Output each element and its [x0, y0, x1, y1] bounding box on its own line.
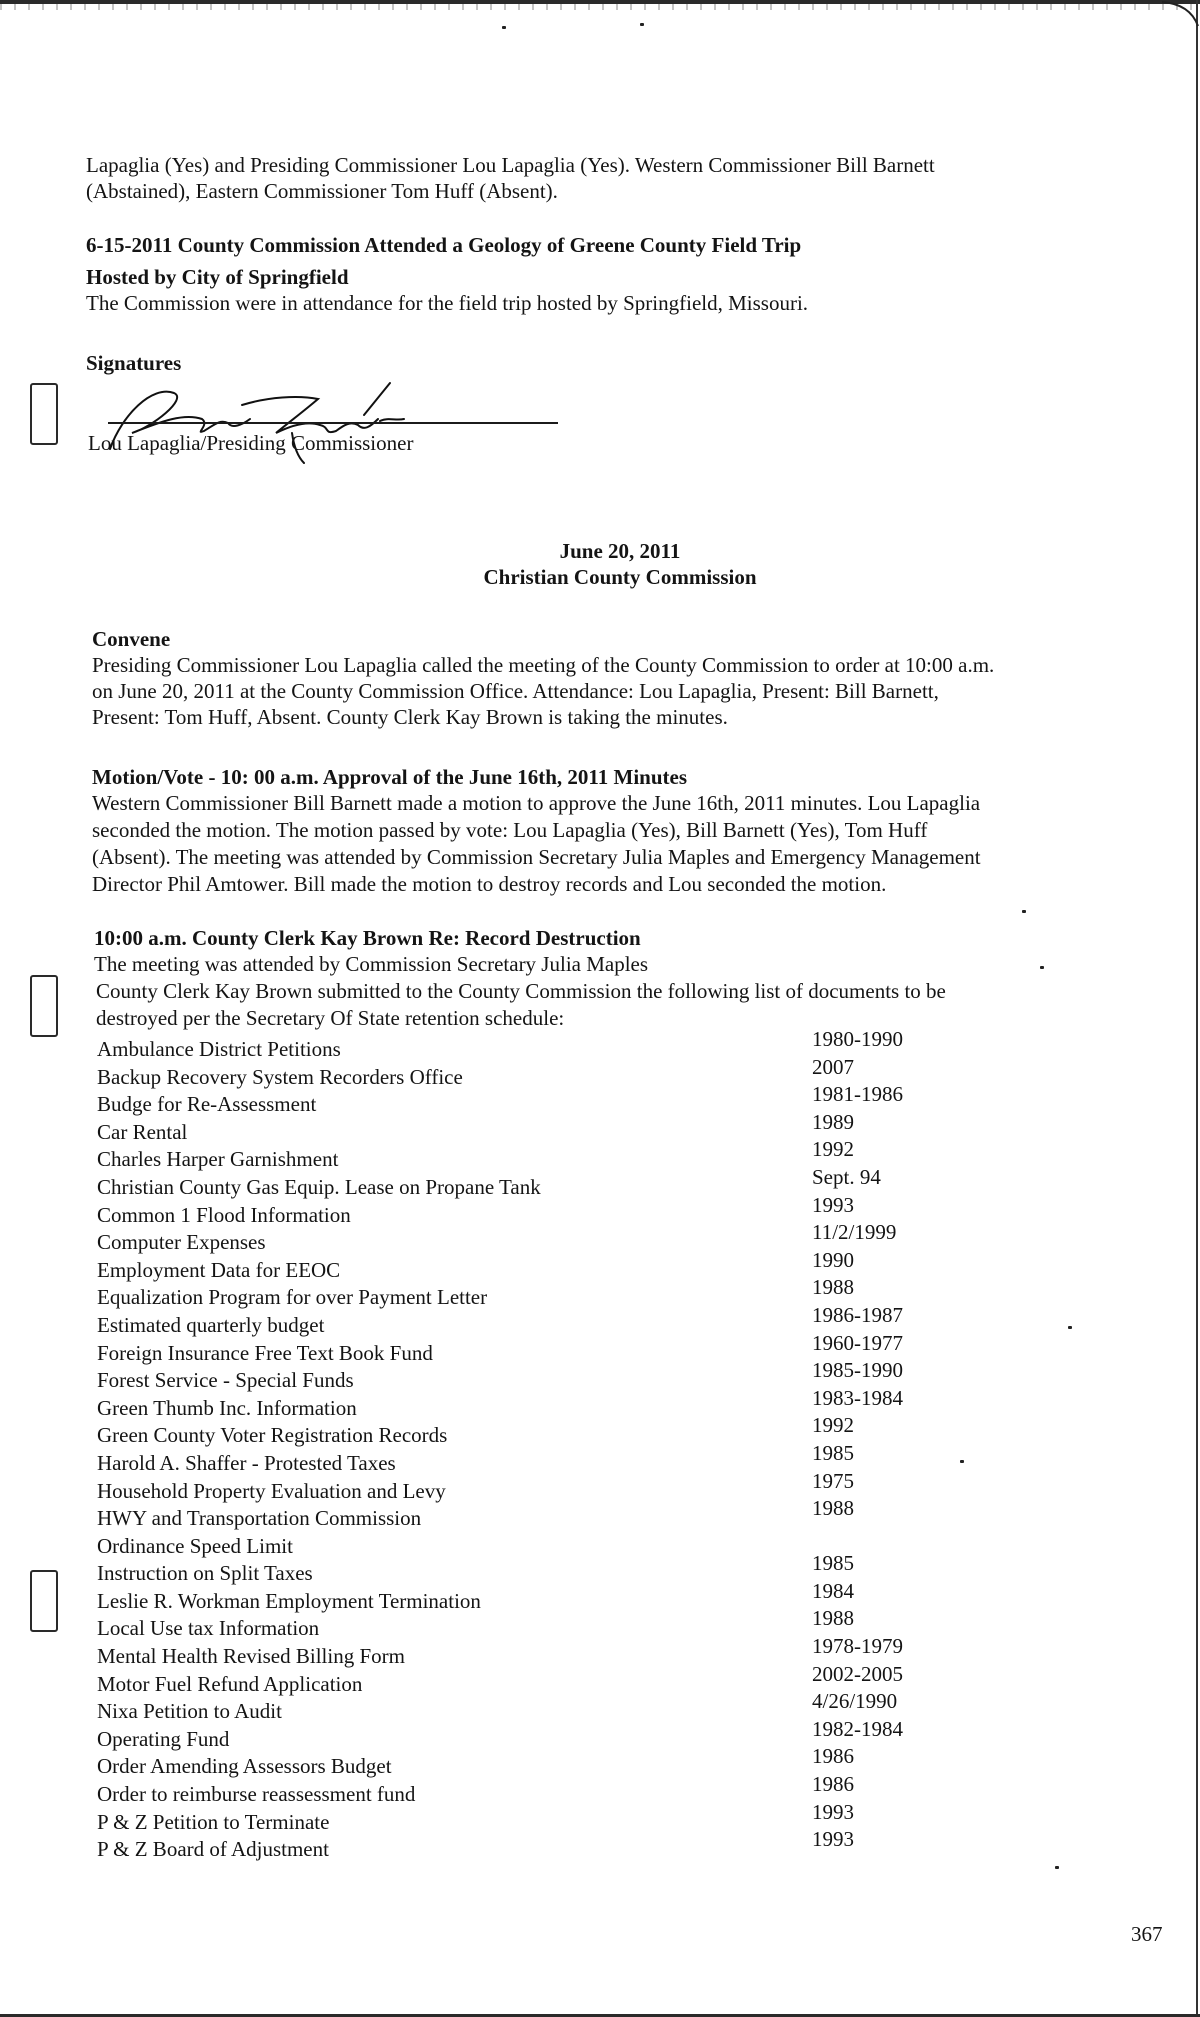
record-name: P & Z Board of Adjustment	[97, 1837, 329, 1862]
carryover-line: Lapaglia (Yes) and Presiding Commissioner Lou Lapaglia (Yes). Western Commissioner Bill Barnett	[86, 153, 935, 177]
scan-edge-right	[1196, 0, 1198, 2017]
record-date: 1982-1984	[812, 1716, 903, 1741]
record-name: Charles Harper Garnishment	[97, 1147, 339, 1172]
records-list	[97, 1027, 957, 1864]
record-date: 1988	[812, 1496, 854, 1521]
record-date: 1983-1984	[812, 1385, 903, 1410]
binder-punch-hole	[30, 1570, 58, 1632]
record-date: 1981-1986	[812, 1082, 903, 1107]
record-name: Car Rental	[97, 1119, 188, 1144]
record-name: Budge for Re-Assessment	[97, 1092, 317, 1117]
record-date: 1984	[812, 1578, 854, 1603]
record-name: Green County Voter Registration Records	[97, 1423, 448, 1448]
convene-heading: Convene	[92, 627, 171, 651]
record-name: Order Amending Assessors Budget	[97, 1754, 392, 1779]
record-date: 1975	[812, 1468, 854, 1493]
section-body: The Commission were in attendance for the field trip hosted by Springfield, Missouri.	[86, 291, 809, 315]
record-name: Instruction on Split Taxes	[97, 1561, 313, 1586]
motion-line: seconded the motion. The motion passed by vote: Lou Lapaglia (Yes), Bill Barnett (Yes), Tom Huff	[92, 818, 928, 842]
record-name: Mental Health Revised Billing Form	[97, 1644, 405, 1669]
signature-line	[108, 422, 558, 424]
page-number: 367	[1131, 1922, 1163, 1946]
record-date: 1978-1979	[812, 1634, 903, 1659]
section-heading: Hosted by City of Springfield	[86, 265, 349, 289]
binder-punch-hole	[30, 383, 58, 445]
page-corner-curl	[1160, 0, 1200, 30]
record-date: 1993	[812, 1799, 854, 1824]
binder-punch-hole	[30, 975, 58, 1037]
record-name: Christian County Gas Equip. Lease on Propane Tank	[97, 1174, 541, 1199]
record-date: 1960-1977	[812, 1330, 903, 1355]
scan-speck	[1040, 966, 1044, 969]
record-date: 1992	[812, 1413, 854, 1438]
record-date: 1992	[812, 1137, 854, 1162]
record-item	[97, 1827, 957, 1864]
records-heading: 10:00 a.m. County Clerk Kay Brown Re: Record Destruction	[94, 926, 641, 950]
record-name: Harold A. Shaffer - Protested Taxes	[97, 1450, 396, 1475]
record-name: Motor Fuel Refund Application	[97, 1671, 363, 1696]
record-date: 2002-2005	[812, 1661, 903, 1686]
record-name: Nixa Petition to Audit	[97, 1699, 282, 1724]
scan-speck	[1068, 1326, 1072, 1329]
scan-edge-marks	[0, 4, 1200, 10]
scan-speck	[640, 23, 644, 26]
record-name: Leslie R. Workman Employment Termination	[97, 1588, 481, 1613]
scan-speck	[1055, 1866, 1059, 1869]
motion-line: Director Phil Amtower. Bill made the motion to destroy records and Lou seconded the motion.	[92, 872, 887, 896]
record-name: Operating Fund	[97, 1726, 230, 1751]
record-date: 4/26/1990	[812, 1689, 898, 1714]
record-date: 2007	[812, 1054, 854, 1079]
record-date: 1989	[812, 1109, 854, 1134]
meeting-body-name: Christian County Commission	[483, 565, 757, 589]
convene-line: Presiding Commissioner Lou Lapaglia called the meeting of the County Commission to order at 10:00 a.m.	[92, 653, 995, 677]
record-name: Ordinance Speed Limit	[97, 1533, 293, 1558]
record-date: 11/2/1999	[812, 1220, 897, 1245]
record-name: Order to reimburse reassessment fund	[97, 1782, 416, 1807]
motion-line: (Absent). The meeting was attended by Commission Secretary Julia Maples and Emergency Management	[92, 845, 981, 869]
record-name: Household Property Evaluation and Levy	[97, 1478, 446, 1503]
record-name: HWY and Transportation Commission	[97, 1506, 422, 1531]
record-name: Estimated quarterly budget	[97, 1312, 325, 1337]
record-name: Employment Data for EEOC	[97, 1257, 341, 1282]
motion-heading: Motion/Vote - 10: 00 a.m. Approval of the June 16th, 2011 Minutes	[92, 765, 688, 789]
record-date: 1980-1990	[812, 1027, 903, 1051]
record-date: 1986	[812, 1772, 854, 1797]
record-name: Foreign Insurance Free Text Book Fund	[97, 1340, 433, 1365]
record-name: Local Use tax Information	[97, 1616, 320, 1641]
record-date: 1985	[812, 1440, 854, 1465]
signatures-heading: Signatures	[86, 351, 182, 375]
record-date: Sept. 94	[812, 1164, 881, 1189]
record-name: Backup Recovery System Recorders Office	[97, 1064, 463, 1089]
scan-speck	[1022, 910, 1026, 913]
scan-speck	[502, 26, 506, 29]
record-name: Equalization Program for over Payment Letter	[97, 1285, 488, 1310]
record-name: Forest Service - Special Funds	[97, 1368, 354, 1393]
record-name: Green Thumb Inc. Information	[97, 1395, 357, 1420]
record-date: 1993	[812, 1827, 854, 1852]
records-line: The meeting was attended by Commission Secretary Julia Maples	[94, 952, 649, 976]
record-date: 1986	[812, 1744, 854, 1769]
record-date: 1985-1990	[812, 1358, 903, 1383]
signature-caption: Lou Lapaglia/Presiding Commissioner	[88, 431, 414, 455]
motion-line: Western Commissioner Bill Barnett made a motion to approve the June 16th, 2011 minutes. Lou Lapaglia	[92, 791, 981, 815]
section-heading: 6-15-2011 County Commission Attended a Geology of Greene County Field Trip	[86, 233, 802, 257]
record-date: 1985	[812, 1551, 854, 1576]
records-line: destroyed per the Secretary Of State retention schedule:	[96, 1006, 565, 1030]
record-date: 1990	[812, 1247, 854, 1272]
record-name: P & Z Petition to Terminate	[97, 1809, 330, 1834]
meeting-date: June 20, 2011	[559, 539, 681, 563]
record-name: Common 1 Flood Information	[97, 1202, 351, 1227]
record-date: 1986-1987	[812, 1302, 903, 1327]
record-name: Computer Expenses	[97, 1230, 266, 1255]
record-date: 1993	[812, 1192, 854, 1217]
carryover-line: (Abstained), Eastern Commissioner Tom Huff (Absent).	[86, 179, 558, 203]
records-line: County Clerk Kay Brown submitted to the County Commission the following list of documents to be	[96, 979, 946, 1003]
convene-line: on June 20, 2011 at the County Commission Office. Attendance: Lou Lapaglia, Present: Bill Barnett,	[92, 679, 939, 703]
record-item	[97, 1496, 957, 1533]
record-date: 1988	[812, 1606, 854, 1631]
scan-speck	[960, 1460, 964, 1463]
convene-line: Present: Tom Huff, Absent. County Clerk Kay Brown is taking the minutes.	[92, 705, 728, 729]
record-date: 1988	[812, 1275, 854, 1300]
record-name: Ambulance District Petitions	[97, 1037, 341, 1061]
